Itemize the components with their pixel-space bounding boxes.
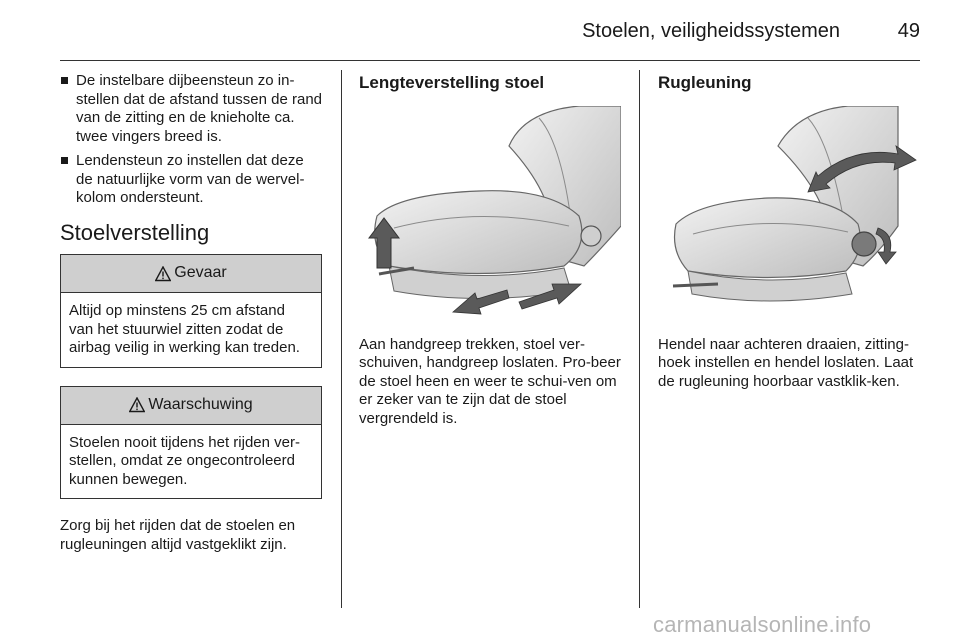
danger-box-header	[61, 255, 321, 293]
watermark: carmanualsonline.info	[653, 612, 872, 637]
warning-triangle-icon	[129, 397, 145, 413]
page-number: 49	[897, 20, 920, 42]
backrest-illustration	[658, 106, 920, 318]
header-rule	[60, 60, 920, 61]
seat-slide-illustration	[359, 106, 621, 318]
bullet-square-icon	[61, 77, 68, 84]
warning-box-header	[61, 387, 321, 425]
warning-box-title: Waarschuwing	[148, 395, 253, 413]
subsection-title: Rugleuning	[658, 73, 752, 92]
backrest-instructions: Hendel naar achteren draaien, zitting-hoek instellen en hendel loslaten. Laat de rugleuning hoorbaar vastklik-ken.	[658, 335, 914, 390]
section-title: Stoelverstelling	[60, 219, 210, 245]
column-divider-2	[639, 70, 640, 608]
list-item: De instelbare dijbeensteun zo in-stellen dat de afstand tussen de rand van de zitting en de knieholte ca. twee vingers breed is.	[60, 72, 322, 146]
warning-triangle-icon	[155, 266, 171, 282]
subsection-title: Lengteverstelling stoel	[359, 73, 545, 92]
page-header	[60, 0, 920, 62]
danger-box	[60, 254, 322, 368]
column-3	[658, 72, 920, 391]
column-2	[359, 72, 621, 428]
seat-illustration-image	[359, 106, 621, 318]
danger-box-text: Altijd op minstens 25 cm afstand van het stuurwiel zitten zodat de airbag veilig in werking kan treden.	[69, 302, 300, 356]
list-item: Lendensteun zo instellen dat deze de natuurlijke vorm van de wervel-kolom ondersteunt.	[60, 152, 322, 208]
seat-slide-instructions: Aan handgreep trekken, stoel ver-schuiven, handgreep loslaten. Pro-beer de stoel heen en weer te schui-ven om er zeker van te zijn dat de stoel vergrendeld is.	[359, 335, 621, 427]
column-divider-1	[341, 70, 342, 608]
column-1	[60, 72, 322, 554]
warning-box-text: Stoelen nooit tijdens het rijden ver-stellen, omdat ze ongecontroleerd kunnen bewegen.	[69, 433, 300, 488]
backrest-illustration-image	[658, 106, 920, 318]
closing-paragraph: Zorg bij het rijden dat de stoelen en rugleuningen altijd vastgeklikt zijn.	[60, 517, 296, 553]
header-title: Stoelen, veiligheidssystemen	[582, 20, 840, 42]
bullet-square-icon	[61, 157, 68, 164]
bullet-list	[60, 72, 322, 208]
warning-box	[60, 386, 322, 500]
danger-box-title: Gevaar	[174, 264, 227, 282]
